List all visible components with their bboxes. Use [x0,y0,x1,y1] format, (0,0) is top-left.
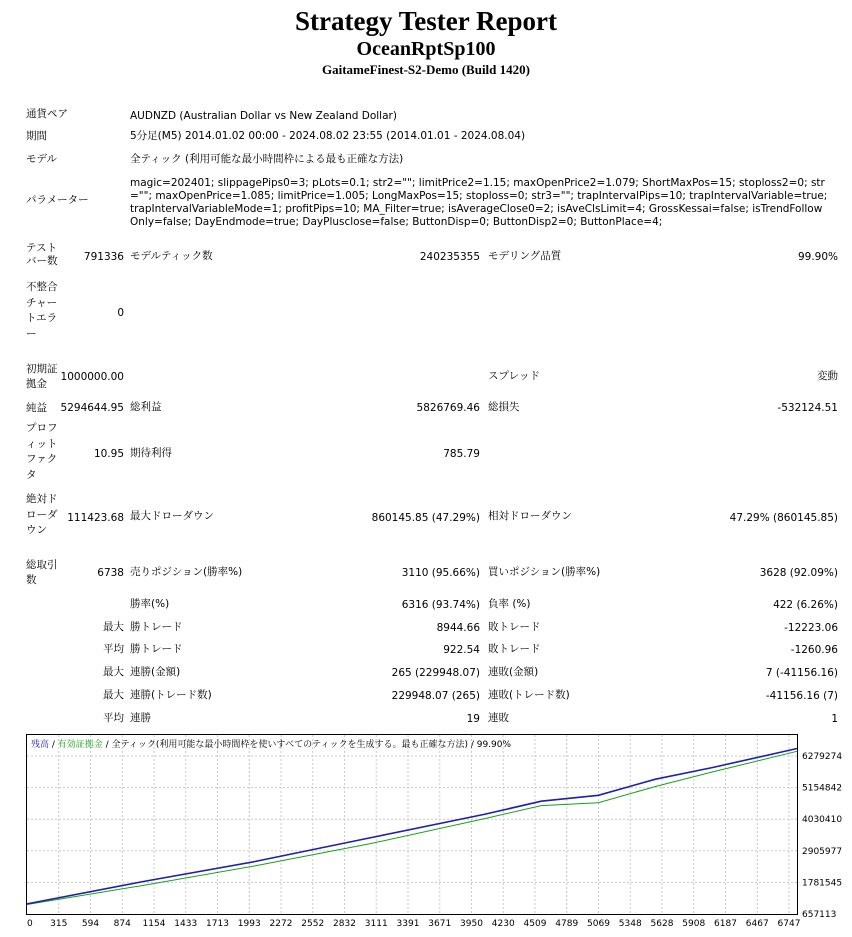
net-profit-value: 5294644.95 [60,402,124,414]
x-tick-label: 5069 [587,919,610,929]
max-win-label: 勝トレード [130,621,183,633]
max-loss-value: -12223.06 [784,622,838,634]
win-rate-value: 6316 (93.74%) [401,599,480,611]
quality-label: モデリング品質 [488,250,562,262]
cons-win-count-value: 229948.07 (265) [391,690,480,702]
bars-value: 791336 [83,251,124,263]
ticks-label: モデルティック数 [130,250,213,262]
balance-equity-chart [26,734,852,937]
y-tick-label: 6279274 [802,752,843,762]
cons-loss-count-label: 連敗(トレード数) [488,689,570,701]
expected-payoff-label: 期待利得 [130,447,172,459]
x-tick-label: 874 [113,919,131,929]
x-tick-label: 1993 [237,919,261,929]
max-prefix-1: 最大 [103,621,124,633]
period-value: 5分足(M5) 2014.01.02 00:00 - 2024.08.02 23:55 (2014.01.01 - 2024.08.04) [130,130,526,142]
max-drawdown-value: 860145.85 (47.29%) [371,512,480,524]
params-value: magic=202401; slippagePips0=3; pLots=0.1; str2=""; limitPrice2=1.15; maxOpenPrice2=1.079; ShortMaxPos=15; stoploss2=0; str=""; maxOpenPrice=1.085; limitPrice=1.005; LongMaxPos=15; stoploss=0; str3=""; trapIntervalPips=10; trapIntervalVariable=true; trapIntervalVariableMode=1; profitPips=10; MA_Filter=true; isAverageClose0=2; isAveClsLimit=4; GrossKessai=false; isTrendFollowOnly=false; DayEndmode=true; DayPlusclose=false; ButtonDisp=0; ButtonDisp2=0; ButtonPlace=4; [130,177,828,228]
x-tick-label: 6467 [745,919,769,929]
legend-balance: 残高 [31,740,50,750]
profit-factor-value: 10.95 [93,448,124,460]
gross-profit-label: 総利益 [130,401,162,413]
deposit-label: 初期証拠金 [26,363,58,390]
x-tick-label: 1154 [142,919,166,929]
avg-prefix-1: 平均 [103,643,124,655]
x-tick-label: 3391 [396,919,420,929]
x-tick-label: 594 [81,919,100,929]
x-tick-label: 4230 [491,919,515,929]
pair-value: AUDNZD (Australian Dollar vs New Zealand Dollar) [130,110,397,122]
y-tick-label: 5154842 [802,783,843,794]
avg-cons-win-label: 連勝 [130,712,151,724]
avg-loss-label: 敗トレード [488,643,541,655]
short-positions-value: 3110 (95.66%) [401,567,480,579]
max-loss-label: 敗トレード [488,621,541,633]
loss-rate-value: 422 (6.26%) [773,599,838,611]
x-tick-label: 4509 [523,919,547,929]
legend-sep-2: / [102,740,112,750]
x-tick-label: 5348 [618,919,642,929]
period-label: 期間 [26,130,47,142]
max-prefix-3: 最大 [103,689,124,701]
avg-cons-loss-label: 連敗 [488,712,509,724]
spread-label: スプレッド [488,370,540,382]
x-tick-label: 3111 [364,919,388,929]
short-positions-label: 売りポジション(勝率%) [130,566,243,578]
win-rate-label: 勝率(%) [130,598,170,610]
chart-legend [31,738,511,750]
params-label: パラメーター [26,194,89,206]
y-tick-label: 4030410 [802,815,843,826]
quality-value: 99.90% [797,251,838,263]
total-trades-value: 6738 [97,567,124,579]
legend-model: 全ティック(利用可能な最小時間枠を使いすべてのティックを生成する。最も正確な方法) / 99.90% [111,740,512,750]
x-tick-label: 0 [27,919,33,929]
avg-loss-value: -1260.96 [790,644,838,656]
x-tick-label: 2552 [301,919,325,929]
server-build: GaitameFinest-S2-Demo (Build 1420) [322,62,530,77]
expert-name: OceanRptSp100 [356,38,496,60]
y-tick-label: 2905977 [802,846,843,857]
x-tick-label: 1713 [206,919,229,929]
x-tick-label: 5908 [682,919,706,929]
gross-profit-value: 5826769.46 [416,402,480,414]
profit-factor-label: プロフィットファクタ [26,422,58,481]
net-profit-label: 純益 [26,402,47,414]
x-tick-label: 1433 [174,919,198,929]
legend-equity: 有効証拠金 [57,740,103,750]
avg-cons-loss-value: 1 [831,713,838,725]
report-title: Strategy Tester Report [295,6,557,36]
rel-drawdown-label: 相対ドローダウン [488,510,572,522]
gross-loss-value: -532124.51 [777,402,838,414]
avg-win-value: 922.54 [443,644,480,656]
x-axis-ticks [27,919,800,929]
cons-win-money-value: 265 (229948.07) [391,667,480,679]
x-tick-label: 6747 [777,919,801,929]
x-tick-label: 6187 [714,919,737,929]
ticks-value: 240235355 [419,251,480,263]
x-tick-label: 3671 [428,919,452,929]
gross-loss-label: 総損失 [488,401,520,413]
model-value: 全ティック (利用可能な最小時間枠による最も正確な方法) [130,153,404,165]
mismatch-value: 0 [117,307,124,319]
max-win-value: 8944.66 [436,622,480,634]
x-tick-label: 4789 [555,919,579,929]
avg-prefix-2: 平均 [103,712,124,724]
y-axis-ticks [802,752,842,920]
rel-drawdown-value: 47.29% (860145.85) [729,512,838,524]
pair-label: 通貨ペア [26,108,68,120]
long-positions-value: 3628 (92.09%) [759,567,838,579]
loss-rate-label: 負率 (%) [488,598,531,610]
y-tick-label: 1781545 [802,878,843,889]
x-tick-label: 3950 [460,919,483,929]
avg-win-label: 勝トレード [130,643,183,655]
max-drawdown-label: 最大ドローダウン [130,510,214,522]
cons-loss-money-label: 連敗(金額) [488,666,539,678]
plot-frame [27,735,798,915]
x-tick-label: 2272 [269,919,293,929]
bars-label: テストバー数 [26,242,58,267]
x-tick-label: 5628 [650,919,674,929]
cons-loss-money-value: 7 (-41156.16) [765,667,838,679]
total-trades-label: 総取引数 [26,559,58,586]
x-tick-label: 2832 [333,919,356,929]
x-tick-label: 315 [50,919,68,929]
cons-win-count-label: 連勝(トレード数) [130,689,212,701]
legend-sep-1: / [49,740,58,750]
long-positions-label: 買いポジション(勝率%) [488,566,601,578]
deposit-value: 1000000.00 [60,371,124,383]
avg-cons-win-value: 19 [466,713,480,725]
max-prefix-2: 最大 [103,666,124,678]
model-label: モデル [26,153,57,165]
y-tick-label: 657113 [802,910,837,920]
abs-drawdown-label: 絶対ドローダウン [26,493,58,536]
mismatch-label: 不整合チャートエラー [26,281,58,340]
expected-payoff-value: 785.79 [443,448,480,460]
cons-loss-count-value: -41156.16 (7) [765,690,838,702]
abs-drawdown-value: 111423.68 [67,512,124,524]
spread-value: 変動 [817,370,838,382]
cons-win-money-label: 連勝(金額) [130,666,181,678]
